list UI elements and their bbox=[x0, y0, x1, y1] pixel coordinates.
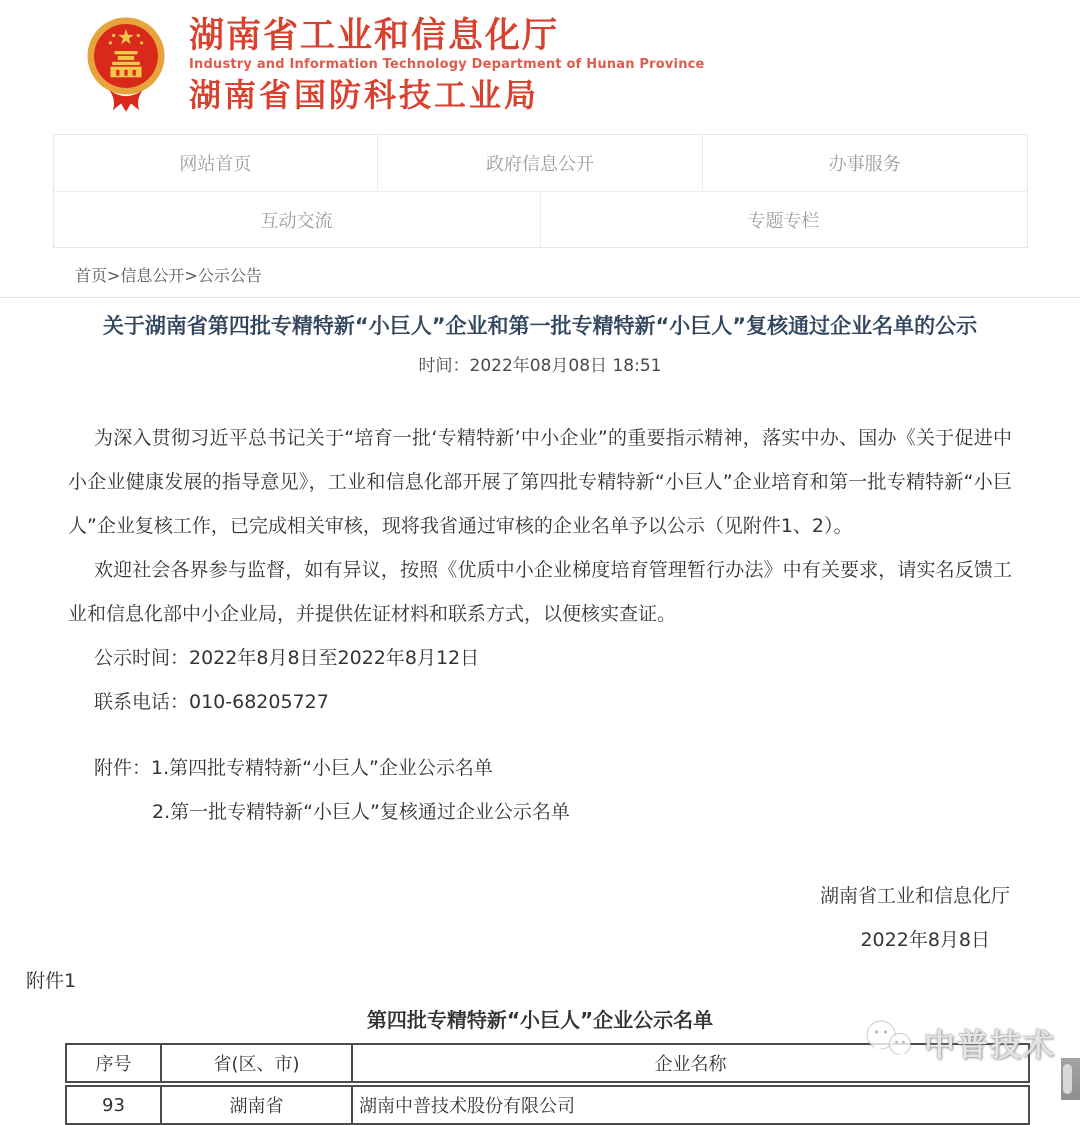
org-name-cn: 湖南省工业和信息化厅 bbox=[189, 16, 560, 56]
attachment-link-2[interactable]: 2.第一批专精特新“小巨人”复核通过企业公示名单 bbox=[152, 801, 570, 823]
nav-item-gov-info[interactable]: 政府信息公开 bbox=[377, 135, 702, 191]
article-body bbox=[68, 416, 1012, 724]
breadcrumb[interactable]: 首页>信息公开>公示公告 bbox=[0, 248, 1080, 298]
contact-phone: 联系电话：010-68205727 bbox=[94, 691, 329, 713]
nav-row-1 bbox=[54, 135, 1027, 191]
cell-seq: 93 bbox=[66, 1084, 161, 1124]
site-header bbox=[0, 0, 1080, 132]
attachment-line-1 bbox=[68, 746, 1012, 790]
corner-shade bbox=[1061, 1058, 1080, 1100]
attachment-list bbox=[68, 746, 1012, 834]
attachment-line-2 bbox=[68, 790, 1012, 834]
nav-item-home[interactable]: 网站首页 bbox=[179, 154, 252, 175]
header-company: 企业名称 bbox=[352, 1044, 1029, 1084]
publish-time: 时间：2022年08月08日 18:51 bbox=[418, 356, 662, 376]
org-title-block bbox=[189, 14, 705, 116]
roster-table-title: 第四批专精特新“小巨人”企业公示名单 bbox=[366, 1008, 714, 1032]
org-name-en: Industry and Information Technology Department of Hunan Province bbox=[189, 57, 705, 72]
cell-region: 湖南省 bbox=[161, 1084, 352, 1124]
header-seq: 序号 bbox=[66, 1044, 161, 1084]
article bbox=[0, 312, 1080, 962]
table-row bbox=[66, 1084, 1029, 1124]
cell-company: 湖南中普技术股份有限公司 bbox=[352, 1084, 1029, 1124]
nav-item-interaction[interactable]: 互动交流 bbox=[260, 210, 333, 232]
header-region: 省(区、市) bbox=[161, 1044, 352, 1084]
page-title: 关于湖南省第四批专精特新“小巨人”企业和第一批专精特新“小巨人”复核通过企业名单的公示 bbox=[102, 314, 978, 338]
attachment1-label: 附件1 bbox=[26, 970, 77, 992]
corner-pill bbox=[1063, 1064, 1072, 1094]
signature-block bbox=[68, 874, 1012, 962]
paragraph-1: 为深入贯彻习近平总书记关于“培育一批‘专精特新’中小企业”的重要指示精神，落实中办、国办《关于促进中小企业健康发展的指导意见》，工业和信息化部开展了第四批专精特新“小巨人”企业培育和第一批专精特新“小巨人”企业复核工作，已完成相关审核，现将我省通过审核的企业名单予以公示（见附件1、2）。 bbox=[68, 427, 1012, 537]
nav-item-services[interactable]: 办事服务 bbox=[702, 135, 1027, 191]
watermark-text: 中普技术 bbox=[924, 1027, 1056, 1064]
org-name-cn2: 湖南省国防科技工业局 bbox=[189, 76, 540, 114]
signature-org: 湖南省工业和信息化厅 bbox=[819, 885, 1010, 907]
signature-date: 2022年8月8日 bbox=[860, 929, 990, 951]
main-nav bbox=[53, 134, 1028, 248]
attachment-link-1[interactable]: 1.第四批专精特新“小巨人”企业公示名单 bbox=[151, 757, 493, 779]
roster-table bbox=[65, 1043, 1030, 1125]
attachments-label: 附件： bbox=[94, 757, 152, 779]
paragraph-2: 欢迎社会各界参与监督，如有异议，按照《优质中小企业梯度培育管理暂行办法》中有关要求，请实名反馈工业和信息化部中小企业局，并提供佐证材料和联系方式，以便核实查证。 bbox=[68, 559, 1012, 625]
nav-item-special-columns[interactable]: 专题专栏 bbox=[540, 192, 1027, 247]
nav-row-2 bbox=[54, 191, 1027, 247]
national-emblem-icon bbox=[85, 14, 167, 116]
notice-period: 公示时间：2022年8月8日至2022年8月12日 bbox=[94, 647, 480, 669]
table-header-row bbox=[66, 1044, 1029, 1084]
